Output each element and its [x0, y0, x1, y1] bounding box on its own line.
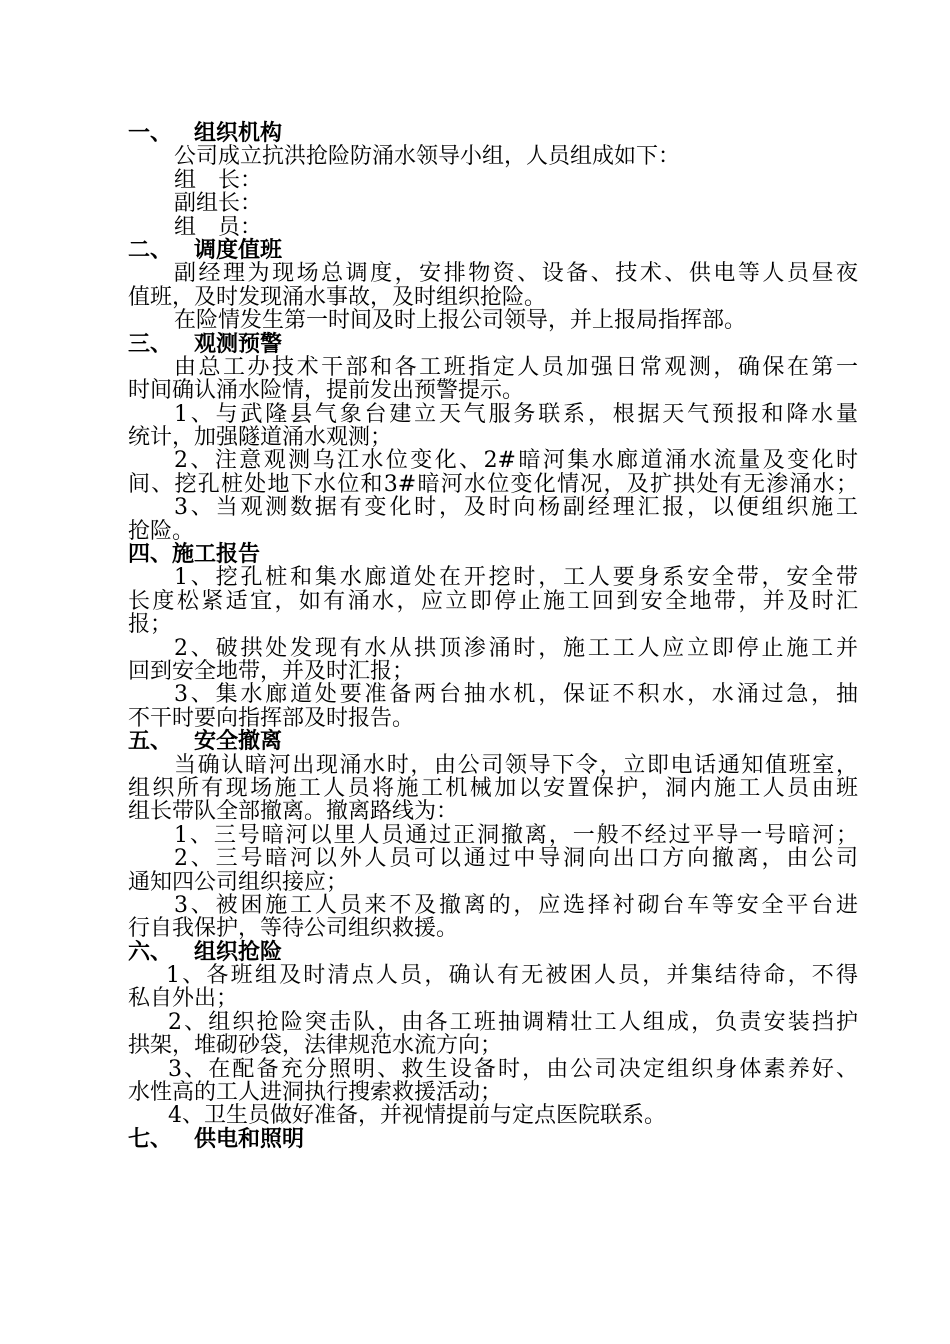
paragraph-line: 副组长： [174, 191, 263, 217]
section-title: 安全撤离 [194, 728, 283, 755]
document-body [128, 122, 858, 1151]
section-number: 一、 [128, 120, 173, 146]
section-title: 组织机构 [194, 120, 283, 146]
section-title: 施工报告 [172, 541, 261, 568]
section-title: 组织抢险 [194, 938, 283, 965]
section-number: 三、 [128, 330, 173, 357]
paragraph-line: 私自外出； [128, 986, 239, 1012]
section-heading [128, 543, 858, 566]
paragraph-line: 值班，及时发现涌水事故，及时组织抢险。 [128, 284, 547, 310]
paragraph-line: 组长带队全部撤离。撤离路线为： [128, 799, 459, 825]
paragraph-line: 在险情发生第一时间及时上报公司领导，并上报局指挥部。 [174, 308, 747, 334]
paragraph-line: 1、与武隆县气象台建立天气服务联系，根据天气预报和降水量 [174, 401, 858, 427]
paragraph-line: 报； [128, 612, 173, 638]
paragraph-line: 3、集水廊道处要准备两台抽水机，保证不积水，水涌过急，抽 [174, 682, 858, 708]
paragraph-line: 由总工办技术干部和各工班指定人员加强日常观测，确保在第一 [174, 354, 858, 380]
paragraph-line: 当确认暗河出现涌水时，由公司领导下令，立即电话通知值班室， [174, 752, 858, 778]
section-title: 调度值班 [194, 236, 283, 263]
paragraph-line: 间、挖孔桩处地下水位和3#暗河水位变化情况，及扩拱处有无渗涌水； [128, 471, 858, 497]
section-number: 六、 [128, 938, 173, 965]
section-number: 四、 [128, 541, 173, 568]
paragraph-line: 长度松紧适宜，如有涌水，应立即停止施工回到安全地带，并及时汇 [128, 588, 858, 614]
section-heading [128, 122, 858, 145]
section-title: 观测预警 [194, 330, 283, 357]
section-number: 二、 [128, 236, 173, 263]
section-heading [128, 938, 858, 965]
paragraph-line: 1、各班组及时清点人员，确认有无被困人员，并集结待命，不得 [166, 963, 858, 989]
paragraph-line: 2、破拱处发现有水从拱顶渗涌时，施工工人应立即停止施工并 [174, 635, 858, 661]
paragraph-line: 4、卫生员做好准备，并视情提前与定点医院联系。 [168, 1103, 666, 1129]
paragraph-line: 2、注意观测乌江水位变化、2#暗河集水廊道涌水流量及变化时 [174, 448, 858, 474]
paragraph-line: 时间确认涌水险情，提前发出预警提示。 [128, 378, 525, 404]
paragraph-line: 抢险。 [128, 518, 195, 544]
section-heading [128, 730, 858, 753]
paragraph-line: 通知四公司组织接应； [128, 869, 349, 895]
paragraph-line: 3、在配备充分照明、救生设备时，由公司决定组织身体素养好、 [168, 1056, 858, 1082]
section-number: 五、 [128, 728, 173, 755]
paragraph-line: 水性高的工人进洞执行搜索救援活动； [128, 1080, 503, 1106]
paragraph-line: 行自我保护，等待公司组织救援。 [128, 916, 459, 942]
paragraph-line: 1、三号暗河以里人员通过正洞撤离，一般不经过平导一号暗河； [174, 822, 858, 848]
paragraph-line: 拱架，堆砌砂袋，法律规范水流方向； [128, 1033, 503, 1059]
section-title: 供电和照明 [194, 1125, 305, 1152]
paragraph-line: 3、被困施工人员来不及撤离的，应选择衬砌台车等安全平台进 [174, 892, 858, 918]
section-number: 七、 [128, 1125, 173, 1152]
paragraph-line: 1、挖孔桩和集水廊道处在开挖时，工人要身系安全带，安全带 [174, 565, 858, 591]
paragraph-line: 2、三号暗河以外人员可以通过中导洞向出口方向撤离，由公司 [174, 846, 858, 872]
section-heading [128, 1125, 858, 1152]
paragraph-line: 组 员： [174, 214, 263, 240]
section-heading [128, 236, 858, 263]
paragraph-line: 副经理为现场总调度，安排物资、设备、技术、供电等人员昼夜 [174, 261, 858, 287]
paragraph-line: 3、当观测数据有变化时，及时向杨副经理汇报，以便组织施工 [174, 495, 858, 521]
paragraph-line: 不干时要向指挥部及时报告。 [128, 705, 415, 731]
paragraph-line: 组 长： [174, 167, 263, 193]
paragraph-line: 统计，加强隧道涌水观测； [128, 425, 393, 451]
paragraph-line: 公司成立抗洪抢险防涌水领导小组，人员组成如下： [174, 144, 681, 170]
paragraph-line: 回到安全地带，并及时汇报； [128, 658, 415, 684]
paragraph-line: 2、组织抢险突击队，由各工班抽调精壮工人组成，负责安装挡护 [168, 1009, 858, 1035]
paragraph-line: 组织所有现场施工人员将施工机械加以安置保护，洞内施工人员由班 [128, 775, 858, 801]
section-heading [128, 330, 858, 357]
